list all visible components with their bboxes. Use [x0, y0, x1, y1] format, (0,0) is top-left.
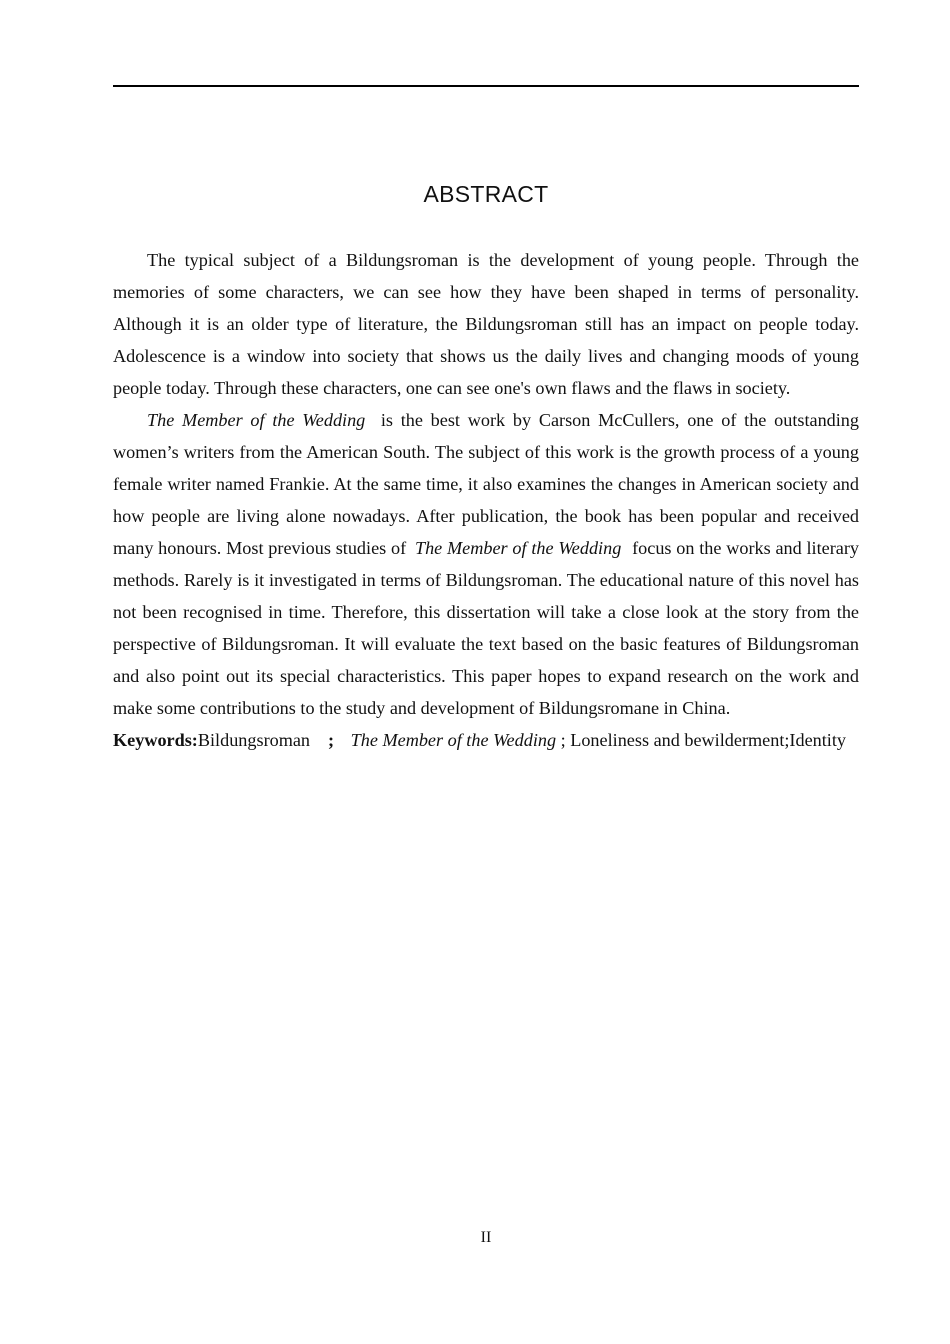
abstract-paragraph-1: The typical subject of a Bildungsroman is the development of young people. Through the memories of some characters, we can see how they have been shaped in terms of personality. Although it is an older type of literature, the Bildungsroman still has an impact on people today. Adolescence is a window into society that shows us the daily lives and changing moods of young people today. Through these characters, one can see one's own flaws and the flaws in society. [113, 250, 859, 398]
keywords-label: Keywords: [113, 730, 198, 750]
page-number: II [480, 1229, 492, 1246]
abstract-paragraph-2 [113, 404, 859, 724]
book-title-italic: The Member of the Wedding [147, 410, 366, 430]
keywords-line [113, 724, 859, 756]
abstract-title: ABSTRACT [423, 181, 549, 207]
abstract-body [113, 244, 859, 756]
paragraph-2-text-1: is the best work by Carson McCullers, one of the outstanding women’s writers from the American South. The subject of this work is the growth process of a young female writer named Frankie. At the same time, it also examines the changes in American society and how people are living alone nowadays. After publication, the book has been popular and received many honours. Most previous studies of [113, 410, 859, 558]
book-title-italic: The Member of the Wedding [414, 538, 622, 558]
keyword-term-italic: The Member of the Wedding [350, 730, 557, 750]
keyword-term: Loneliness and bewilderment;Identity [570, 730, 846, 750]
keyword-separator: ; [328, 730, 335, 750]
header-rule [113, 85, 859, 87]
paragraph-2-text-2: focus on the works and literary methods. Rarely is it investigated in terms of Bildungsroman. The educational nature of this novel has not been recognised in time. Therefore, this dissertation will take a close look at the story from the perspective of Bildungsroman. It will evaluate the text based on the basic features of Bildungsroman and also point out its special characteristics. This paper hopes to expand research on the work and make some contributions to the study and development of Bildungsromane in China. [113, 538, 860, 718]
keyword-term: Bildungsroman [197, 730, 311, 750]
keyword-separator: ; [560, 730, 566, 750]
